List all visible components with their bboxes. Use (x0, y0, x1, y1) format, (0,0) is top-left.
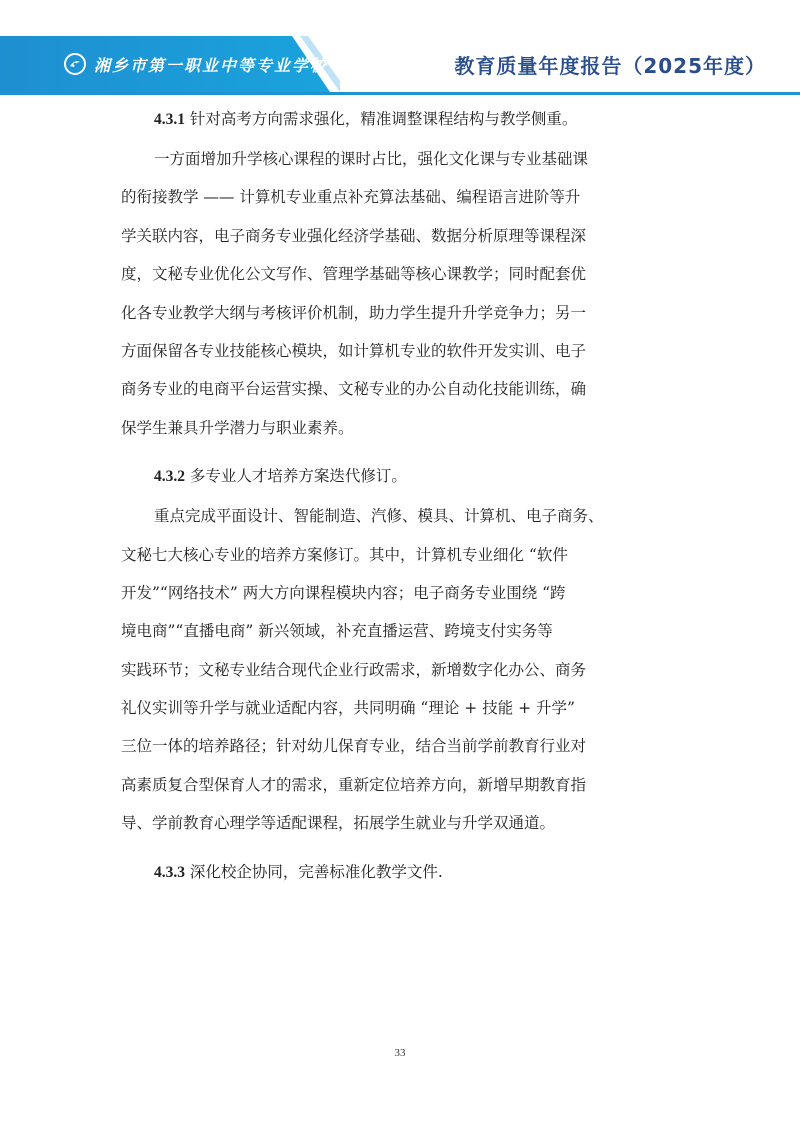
paragraph-line: 文秘七大核心专业的培养方案修订。其中，计算机专业细化 “软件 (121, 545, 568, 564)
school-logo-icon (64, 53, 86, 75)
paragraph-line: 一方面增加升学核心课程的课时占比，强化文化课与专业基础课 (154, 150, 589, 168)
section-number: 4.3.3 (154, 863, 185, 881)
section-title: 深化校企协同，完善标准化教学文件. (185, 862, 443, 881)
section-title: 多专业人才培养方案迭代修订。 (185, 467, 407, 486)
page-header (0, 36, 800, 96)
paragraph-line: 导、学前教育心理学等适配课程，拓展学生就业与升学双通道。 (121, 814, 556, 833)
section-heading-4-3-2 (121, 455, 681, 497)
paragraph-line: 实践环节；文秘专业结合现代企业行政需求，新增数字化办公、商务 (121, 660, 587, 679)
paragraph-line: 的衔接教学 —— 计算机专业重点补充算法基础、编程语言进阶等升 (121, 188, 581, 207)
paragraph-line: 保学生兼具升学潜力与职业素养。 (121, 418, 354, 437)
section-title: 针对高考方向需求强化，精准调整课程结构与教学侧重。 (185, 110, 578, 128)
page-content (121, 98, 681, 893)
paragraph-line: 开发”“网络技术” 两大方向课程模块内容；电子商务专业围绕 “跨 (121, 583, 566, 602)
page-number: 33 (394, 1047, 406, 1059)
section-number: 4.3.1 (154, 111, 185, 128)
paragraph-line: 方面保留各专业技能核心模块，如计算机专业的软件开发实训、电子 (121, 341, 587, 360)
paragraph-line: 重点完成平面设计、智能制造、汽修、模具、计算机、电子商务、 (154, 507, 604, 526)
paragraph-line: 礼仪实训等升学与就业适配内容，共同明确 “理论 + 技能 + 升学” (121, 699, 575, 718)
section-paragraph-4-3-2 (121, 497, 681, 843)
header-underline (0, 92, 800, 95)
paragraph-line: 学关联内容，电子商务专业强化经济学基础、数据分析原理等课程深 (121, 226, 587, 245)
school-name: 湘乡市第一职业中等专业学校 (94, 56, 329, 75)
paragraph-line: 度，文秘专业优化公文写作、管理学基础等核心课教学；同时配套优 (121, 265, 587, 284)
paragraph-line: 三位一体的培养路径；针对幼儿保育专业，结合当前学前教育行业对 (121, 737, 587, 756)
section-heading-4-3-3 (121, 851, 681, 893)
paragraph-line: 高素质复合型保育人才的需求，重新定位培养方向，新增早期教育指 (121, 775, 587, 794)
section-heading-4-3-1 (121, 98, 681, 140)
section-paragraph-4-3-1 (121, 140, 681, 447)
paragraph-line: 化各专业教学大纲与考核评价机制，助力学生提升升学竞争力；另一 (121, 303, 587, 322)
report-title: 教育质量年度报告（2025年度） (454, 54, 766, 78)
paragraph-line: 商务专业的电商平台运营实操、文秘专业的办公自动化技能训练，确 (121, 380, 587, 399)
section-number: 4.3.2 (154, 468, 185, 486)
paragraph-line: 境电商”“直播电商” 新兴领域，补充直播运营、跨境支付实务等 (121, 622, 553, 641)
